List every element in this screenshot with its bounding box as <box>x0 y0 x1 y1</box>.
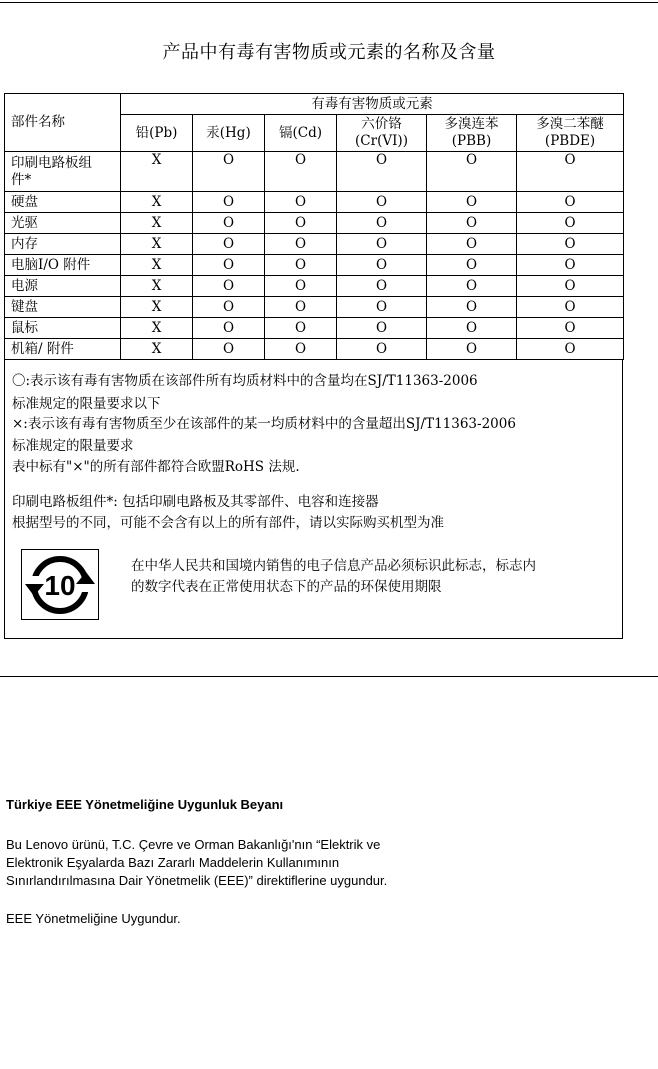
part-name <box>5 318 121 339</box>
substance-value: O <box>427 339 517 360</box>
table-row <box>5 234 624 255</box>
part-name-text: 件* <box>11 171 32 188</box>
substance-value: O <box>517 276 624 297</box>
note-line: 标准规定的限量要求以下 <box>12 396 161 412</box>
part-name-text: 键盘 <box>11 298 38 315</box>
epup-text-line: 在中华人民共和国境内销售的电子信息产品必须标识此标志，标志内 <box>131 558 536 574</box>
note-line: 标准规定的限量要求 <box>12 438 134 454</box>
substance-value: O <box>337 152 427 192</box>
top-divider <box>0 2 658 3</box>
part-name-text: 内存 <box>11 235 38 252</box>
page-title: 产品中有毒有害物质或元素的名称及含量 <box>162 42 496 63</box>
substance-value: O <box>427 318 517 339</box>
epup-10-icon <box>22 550 98 619</box>
substance-value: O <box>265 276 337 297</box>
turkish-paragraph-line: Bu Lenovo ürünü, T.C. Çevre ve Orman Bakanlığı'nın “Elektrik ve <box>6 837 381 852</box>
substance-value: O <box>193 339 265 360</box>
note-line: 根据型号的不同，可能不会含有以上的所有部件，请以实际购买机型为准 <box>12 515 444 531</box>
substance-value: O <box>427 192 517 213</box>
substance-value: O <box>337 255 427 276</box>
substance-value: X <box>121 255 193 276</box>
substance-value: X <box>121 213 193 234</box>
substance-value: O <box>193 297 265 318</box>
section-divider <box>0 676 658 677</box>
substance-value: O <box>517 339 624 360</box>
hazardous-substance-table <box>4 93 624 360</box>
substance-value: O <box>337 318 427 339</box>
part-name-header: 部件名称 <box>5 94 121 152</box>
substance-value: O <box>517 318 624 339</box>
substance-name: 多溴连苯 <box>444 116 499 132</box>
substance-value: O <box>265 234 337 255</box>
substance-value: O <box>517 192 624 213</box>
substance-value: O <box>193 276 265 297</box>
substance-value: O <box>517 152 624 192</box>
substance-value: O <box>265 213 337 234</box>
note-line: 〇:表示该有毒有害物质在该部件所有均质材料中的含量均在SJ/T11363-2006 <box>12 373 478 389</box>
part-name <box>5 339 121 360</box>
substance-value: X <box>121 339 193 360</box>
part-name-text: 电脑I/O 附件 <box>11 256 91 273</box>
part-name <box>5 213 121 234</box>
substance-header <box>337 115 427 152</box>
substance-value: O <box>337 276 427 297</box>
part-name <box>5 255 121 276</box>
substance-value: X <box>121 152 193 192</box>
substance-name: 汞(Hg) <box>206 124 251 141</box>
substance-header <box>517 115 624 152</box>
substance-group-header: 有毒有害物质或元素 <box>121 94 624 115</box>
part-name-text: 印刷电路板组 <box>11 154 92 171</box>
epup-number: 10 <box>44 570 76 601</box>
note-line: 表中标有"×"的所有部件都符合欧盟RoHS 法规. <box>12 459 300 475</box>
note-line: 印刷电路板组件*: 包括印刷电路板及其零部件、电容和连接器 <box>12 494 379 510</box>
table-header-row <box>5 94 624 115</box>
substance-value: O <box>427 297 517 318</box>
substance-header <box>121 115 193 152</box>
table-row <box>5 152 624 192</box>
substance-value: O <box>427 255 517 276</box>
substance-value: O <box>265 192 337 213</box>
part-name-text: 硬盘 <box>11 193 38 210</box>
turkish-paragraph-line: Elektronik Eşyalarda Bazı Zararlı Maddelerin Kullanımının <box>6 855 340 870</box>
substance-value: O <box>427 152 517 192</box>
substance-value: O <box>517 297 624 318</box>
substance-value: O <box>265 318 337 339</box>
table-row <box>5 213 624 234</box>
substance-value: O <box>337 234 427 255</box>
substance-value: O <box>427 213 517 234</box>
substance-value: O <box>265 297 337 318</box>
substance-value: O <box>517 255 624 276</box>
turkish-compliance: EEE Yönetmeliğine Uygundur. <box>6 911 181 926</box>
substance-value: O <box>337 339 427 360</box>
substance-value: O <box>193 318 265 339</box>
substance-name: 铅(Pb) <box>135 124 178 141</box>
part-name-text: 鼠标 <box>11 319 38 336</box>
substance-value: O <box>193 192 265 213</box>
epup-logo <box>21 549 99 620</box>
substance-value: O <box>427 276 517 297</box>
substance-value: O <box>265 255 337 276</box>
substance-value: O <box>265 339 337 360</box>
part-name <box>5 234 121 255</box>
substance-name: 镉(Cd) <box>278 124 322 141</box>
turkish-paragraph-line: Sınırlandırılmasına Dair Yönetmelik (EEE)” direktiflerine uygundur. <box>6 873 388 888</box>
substance-value: X <box>121 276 193 297</box>
substance-name: 六价铬 <box>361 116 402 132</box>
substance-value: O <box>193 213 265 234</box>
substance-symbol: (PBDE) <box>544 133 596 149</box>
substance-value: O <box>193 152 265 192</box>
part-name-text: 电源 <box>11 277 38 294</box>
substance-value: O <box>517 234 624 255</box>
substance-value: O <box>517 213 624 234</box>
substance-value: O <box>337 297 427 318</box>
turkish-heading: Türkiye EEE Yönetmeliğine Uygunluk Beyanı <box>6 797 284 812</box>
table-row <box>5 318 624 339</box>
table-row <box>5 276 624 297</box>
part-name <box>5 152 121 192</box>
table-row <box>5 255 624 276</box>
table-row <box>5 339 624 360</box>
table-row <box>5 297 624 318</box>
substance-value: O <box>193 255 265 276</box>
substance-header <box>427 115 517 152</box>
substance-value: O <box>427 234 517 255</box>
epup-text-line: 的数字代表在正常使用状态下的产品的环保使用期限 <box>131 579 442 595</box>
substance-name: 多溴二苯醚 <box>536 116 604 132</box>
substance-value: O <box>265 152 337 192</box>
part-name-text: 光驱 <box>11 214 38 231</box>
substance-header <box>265 115 337 152</box>
substance-value: X <box>121 318 193 339</box>
part-name <box>5 276 121 297</box>
note-line: ×:表示该有毒有害物质至少在该部件的某一均质材料中的含量超出SJ/T11363-2006 <box>12 416 516 432</box>
substance-value: X <box>121 234 193 255</box>
part-name <box>5 192 121 213</box>
table-body <box>5 152 624 360</box>
substance-header <box>193 115 265 152</box>
substance-value: X <box>121 297 193 318</box>
part-name-text: 机箱/ 附件 <box>11 340 74 357</box>
substance-value: O <box>193 234 265 255</box>
part-name <box>5 297 121 318</box>
table-row <box>5 192 624 213</box>
substance-value: O <box>337 213 427 234</box>
substance-value: X <box>121 192 193 213</box>
substance-symbol: (PBB) <box>451 133 492 149</box>
substance-value: O <box>337 192 427 213</box>
substance-symbol: (Cr(VI)) <box>355 133 408 149</box>
